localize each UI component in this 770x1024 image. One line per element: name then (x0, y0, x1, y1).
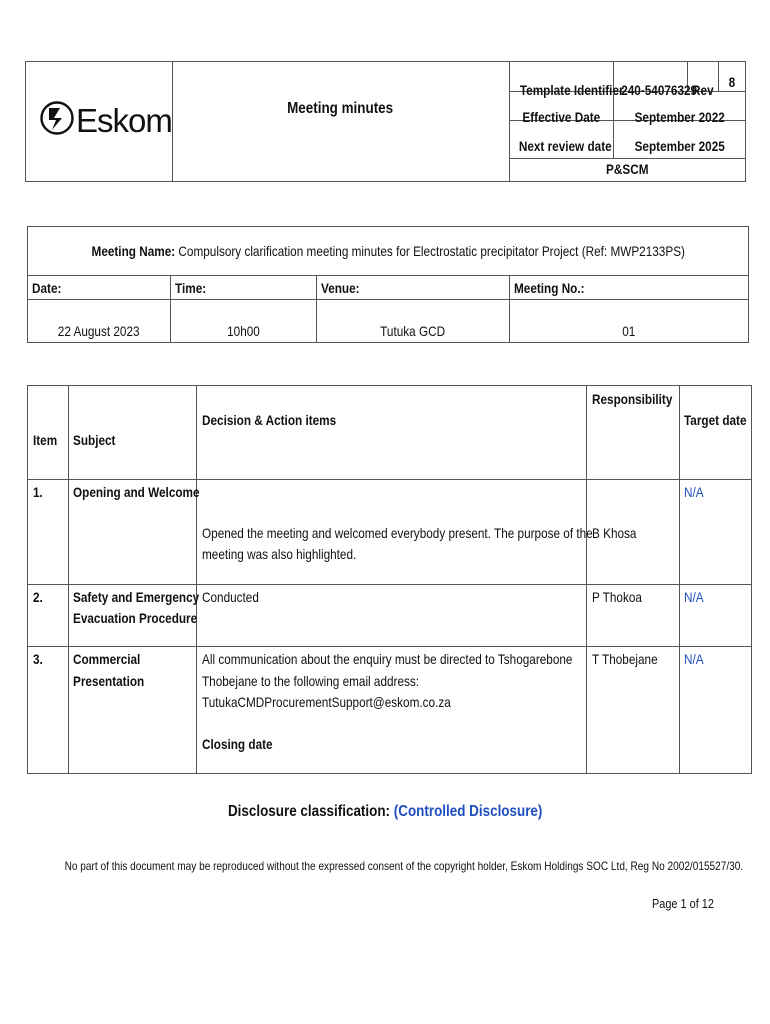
row2-responsibility: P Thokoa (592, 589, 642, 605)
meeting-number-label: Meeting No.: (514, 280, 585, 296)
row3-responsibility: T Thobejane (592, 651, 658, 667)
header-target-date: Target date (684, 412, 747, 428)
header-decision: Decision & Action items (202, 412, 337, 428)
row2-subject-line2: Evacuation Procedure (73, 610, 198, 626)
disclosure-value: (Controlled Disclosure) (393, 803, 543, 820)
meeting-name-label: Meeting Name: (91, 243, 175, 259)
row3-closing-date: Closing date (202, 736, 273, 752)
department: P&SCM (606, 161, 649, 177)
meta-row-identifier (510, 62, 745, 98)
time-label: Time: (175, 280, 207, 296)
next-review-value: September 2025 (634, 138, 725, 154)
logo-text: Eskom (76, 102, 172, 139)
row1-decision-line2: meeting was also highlighted. (202, 546, 357, 562)
copyright-notice-row (0, 857, 770, 875)
meeting-time: 10h00 (226, 323, 260, 339)
template-identifier-label: Template Identifier (519, 82, 624, 98)
effective-date-value: September 2022 (634, 109, 725, 125)
header-subject: Subject (73, 432, 116, 448)
effective-date-label: Effective Date (522, 109, 601, 125)
row1-subject: Opening and Welcome (73, 484, 200, 500)
title-cell (172, 62, 510, 181)
header-responsibility: Responsibility (592, 391, 673, 407)
page-number-row (652, 895, 726, 913)
row2-item: 2. (33, 589, 43, 605)
copyright-notice: No part of this document may be reproduced without the expressed consent of the copyright holder, Eskom Holdings SOC Ltd, Reg No 2002/015527/30. (64, 859, 744, 873)
meeting-info-table (27, 226, 749, 343)
document-header (25, 61, 746, 182)
meeting-name-value: Compulsory clarification meeting minutes for Electrostatic precipitator Project (Ref: MWP2133PS) (178, 243, 685, 259)
row3-subject-line2: Presentation (73, 673, 145, 689)
logo-cell (26, 62, 173, 181)
meeting-date: 22 August 2023 (58, 323, 140, 339)
template-meta (510, 62, 745, 181)
venue-label: Venue: (321, 280, 360, 296)
meta-row-effective (510, 92, 745, 125)
disclosure-label: Disclosure classification: (227, 803, 390, 820)
row1-item: 1. (33, 484, 43, 500)
row3-subject-line1: Commercial (73, 651, 141, 667)
meta-row-department (510, 159, 745, 181)
row1-responsibility: B Khosa (592, 525, 637, 541)
meeting-number: 01 (621, 323, 636, 339)
row2-target-date: N/A (684, 589, 704, 605)
row1-decision-line1: Opened the meeting and welcomed everybody present. The purpose of the (202, 525, 593, 541)
action-items-table (27, 385, 752, 774)
meeting-name-row (28, 243, 748, 261)
row3-decision-line1: All communication about the enquiry must be directed to Tshogarebone (202, 651, 573, 667)
meeting-venue: Tutuka GCD (380, 323, 445, 339)
row2-subject-line1: Safety and Emergency (73, 589, 200, 605)
row3-decision-line2: Thobejane to the following email address: (202, 673, 420, 689)
rev-label: Rev (692, 82, 714, 98)
disclosure-classification (0, 803, 770, 821)
eskom-logo-icon (40, 100, 74, 136)
row3-target-date: N/A (684, 651, 704, 667)
row2-decision: Conducted (202, 589, 259, 605)
document-title: Meeting minutes (287, 100, 394, 117)
meta-row-review (510, 121, 745, 159)
template-identifier-value: 240-54076329 (621, 82, 698, 98)
page-number: Page 1 of 12 (652, 896, 714, 911)
date-label: Date: (32, 280, 62, 296)
row3-decision-email: TutukaCMDProcurementSupport@eskom.co.za (202, 694, 451, 710)
header-item: Item (33, 432, 58, 448)
row3-item: 3. (33, 651, 43, 667)
row1-target-date: N/A (684, 484, 704, 500)
rev-value: 8 (728, 74, 736, 90)
next-review-label: Next review date (518, 138, 612, 154)
